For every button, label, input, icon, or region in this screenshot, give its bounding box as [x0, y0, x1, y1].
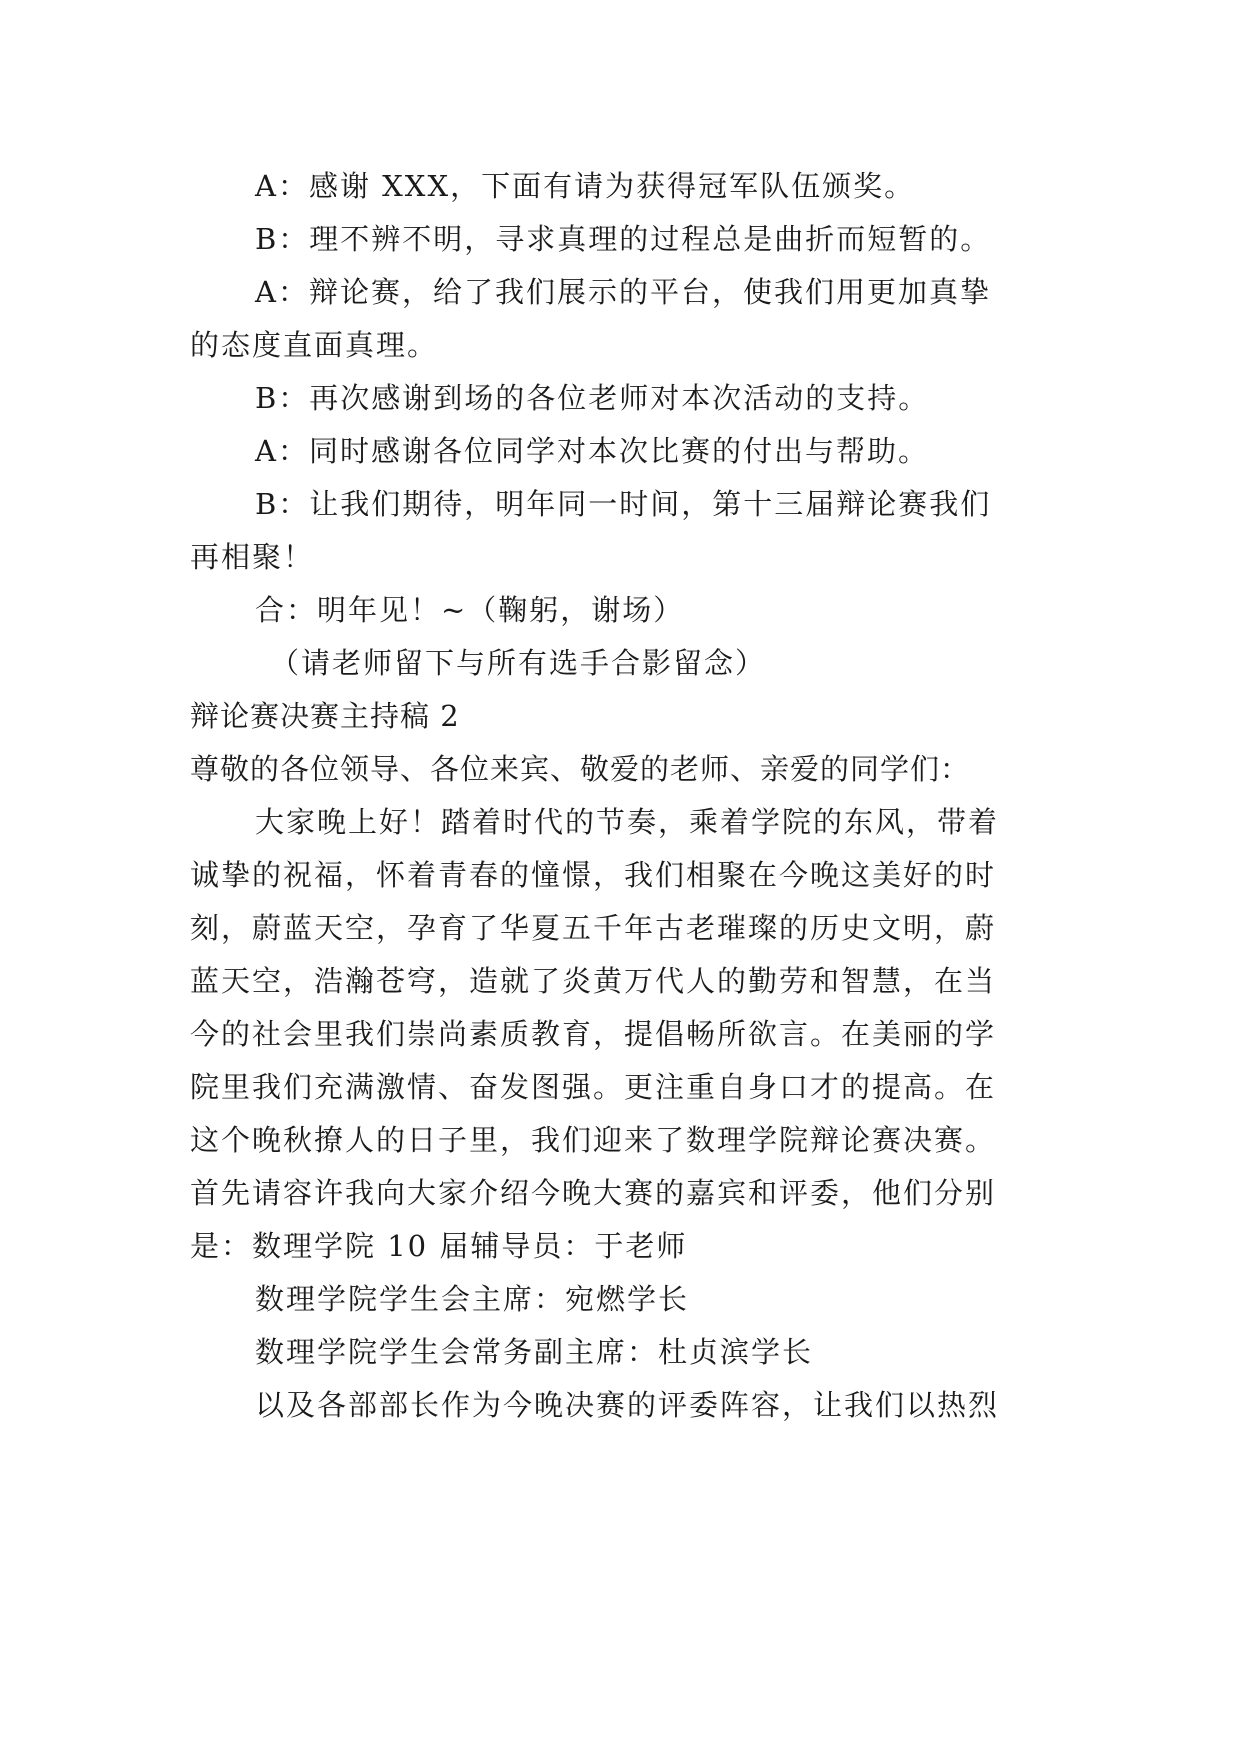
body-paragraph-line: 以及各部部长作为今晚决赛的评委阵容，让我们以热烈 [255, 1388, 1000, 1422]
dialogue-line-a-platform: A：辩论赛，给了我们展示的平台，使我们用更加真挚 [255, 275, 991, 309]
body-paragraph-line: 刻，蔚蓝天空，孕育了华夏五千年古老璀璨的历史文明，蔚 [190, 911, 997, 945]
dialogue-line-a-platform-cont: 的态度直面真理。 [190, 328, 439, 362]
section-heading: 辩论赛决赛主持稿 2 [190, 699, 460, 733]
dialogue-line-b-truth: B：理不辨不明，寻求真理的过程总是曲折而短暂的。 [255, 222, 992, 256]
body-paragraph-line: 今的社会里我们崇尚素质教育，提倡畅所欲言。在美丽的学 [190, 1017, 997, 1051]
dialogue-line-a-thanks-students: A：同时感谢各位同学对本次比赛的付出与帮助。 [255, 434, 929, 468]
body-paragraph-line: 这个晚秋撩人的日子里，我们迎来了数理学院辩论赛决赛。 [190, 1123, 997, 1157]
salutation: 尊敬的各位领导、各位来宾、敬爱的老师、亲爱的同学们： [190, 752, 971, 786]
body-paragraph-line: 诚挚的祝福，怀着青春的憧憬，我们相聚在今晚这美好的时 [190, 858, 997, 892]
body-paragraph-line: 首先请容许我向大家介绍今晚大赛的嘉宾和评委，他们分别 [190, 1176, 997, 1210]
dialogue-line-b-thanks-teachers: B：再次感谢到场的各位老师对本次活动的支持。 [255, 381, 930, 415]
dialogue-line-a-award: A：感谢 XXX，下面有请为获得冠军队伍颁奖。 [255, 169, 916, 203]
stage-direction: （请老师留下与所有选手合影留念） [270, 646, 767, 680]
judge-line: 数理学院学生会主席：宛燃学长 [255, 1282, 690, 1316]
dialogue-line-b-next-year: B：让我们期待，明年同一时间，第十三届辩论赛我们 [255, 487, 992, 521]
body-paragraph-line: 院里我们充满激情、奋发图强。更注重自身口才的提高。在 [190, 1070, 997, 1104]
body-paragraph-line: 是：数理学院 10 届辅导员：于老师 [190, 1229, 688, 1263]
judge-line: 数理学院学生会常务副主席：杜贞滨学长 [255, 1335, 814, 1369]
dialogue-line-together: 合：明年见！~（鞠躬，谢场） [255, 593, 685, 627]
body-paragraph-line: 蓝天空，浩瀚苍穹，造就了炎黄万代人的勤劳和智慧，在当 [190, 964, 997, 998]
dialogue-line-b-next-year-cont: 再相聚！ [190, 540, 315, 574]
body-paragraph-line: 大家晚上好！踏着时代的节奏，乘着学院的东风，带着 [255, 805, 1000, 839]
